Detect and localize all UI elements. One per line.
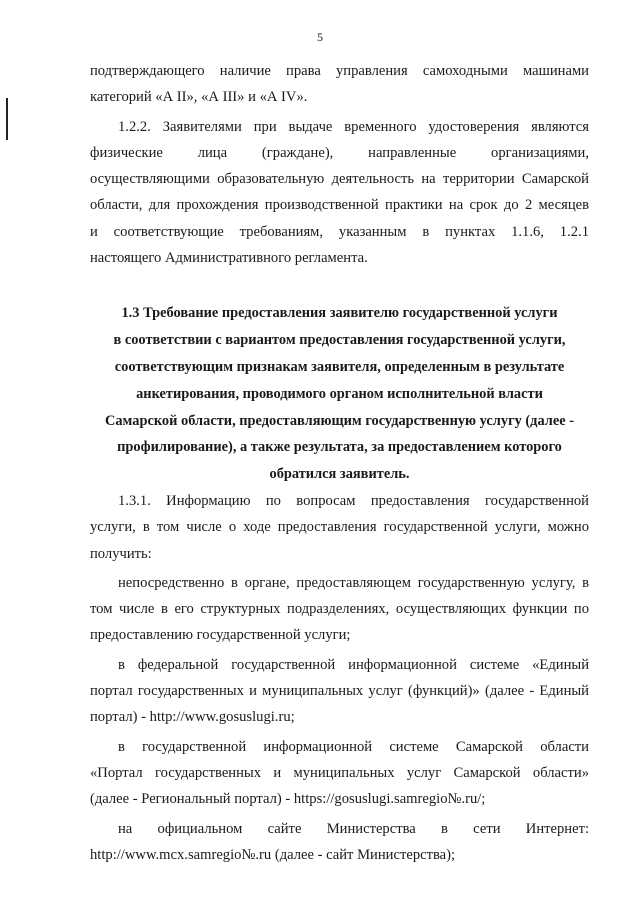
document-body bbox=[90, 58, 589, 868]
text-line: непосредственно в органе, предоставляющем государственную услугу, в bbox=[118, 574, 589, 591]
paragraph-1-3-1 bbox=[90, 488, 589, 567]
text-line: услуги, в том числе о ходе предоставления государственной услуги, можно bbox=[90, 519, 589, 536]
paragraph-ministry-site bbox=[90, 816, 589, 869]
paragraph-federal-portal bbox=[90, 652, 589, 731]
heading-line: соответствующим признакам заявителя, определенным в результате bbox=[114, 358, 565, 375]
text-line: в федеральной государственной информационной системе «Единый bbox=[118, 656, 589, 673]
text-line: предоставлению государственной услуги; bbox=[90, 627, 351, 644]
text-line: 1.2.2. Заявителями при выдаче временного удостоверения являются bbox=[118, 118, 589, 135]
text-line: http://www.mcx.samregio№.ru (далее - сайт Министерства); bbox=[90, 846, 456, 863]
paragraph-licence-categories bbox=[90, 58, 589, 111]
paragraph-direct-contact bbox=[90, 570, 589, 649]
text-line: том числе в его структурных подразделениях, осуществляющих функции по bbox=[90, 601, 589, 618]
page-number: 5 bbox=[317, 30, 323, 44]
text-line: подтверждающего наличие права управления самоходными машинами bbox=[90, 63, 589, 79]
text-line: области, для прохождения производственной практики на срок до 2 месяцев bbox=[90, 197, 589, 214]
text-line: получить: bbox=[90, 545, 152, 562]
text-line: и соответствующие требованиям, указанным в пунктах 1.1.6, 1.2.1 bbox=[90, 223, 589, 240]
heading-line: Самарской области, предоставляющим государственную услугу (далее - bbox=[104, 412, 575, 429]
heading-line: в соответствии с вариантом предоставления государственной услуги, bbox=[113, 332, 566, 349]
margin-mark bbox=[6, 98, 8, 140]
heading-line: анкетирования, проводимого органом исполнительной власти bbox=[136, 385, 543, 402]
text-line: на официальном сайте Министерства в сети Интернет: bbox=[118, 820, 589, 837]
text-line: категорий «А II», «А III» и «А IV». bbox=[90, 89, 308, 106]
heading-line: профилирование), а также результата, за предоставлением которого bbox=[117, 439, 562, 456]
heading-line: 1.3 Требование предоставления заявителю государственной услуги bbox=[121, 305, 558, 322]
text-line: (далее - Региональный портал) - https://gosuslugi.samregio№.ru/; bbox=[90, 791, 486, 808]
paragraph-1-2-2 bbox=[90, 114, 589, 272]
text-line: 1.3.1. Информацию по вопросам предоставления государственной bbox=[118, 492, 589, 509]
text-line: осуществляющими образовательную деятельность на территории Самарской bbox=[90, 171, 589, 188]
section-heading-1-3 bbox=[90, 300, 589, 488]
text-line: «Портал государственных и муниципальных услуг Самарской области» bbox=[90, 764, 589, 781]
text-line: портал государственных и муниципальных услуг (функций)» (далее - Единый bbox=[90, 683, 589, 700]
paragraph-regional-portal bbox=[90, 734, 589, 813]
text-line: физические лица (граждане), направленные организациями, bbox=[90, 144, 589, 161]
text-line: портал) - http://www.gosuslugi.ru; bbox=[90, 709, 295, 726]
heading-line: обратился заявитель. bbox=[269, 466, 410, 483]
text-line: настоящего Административного регламента. bbox=[90, 250, 368, 267]
text-line: в государственной информационной системе Самарской области bbox=[118, 738, 589, 755]
